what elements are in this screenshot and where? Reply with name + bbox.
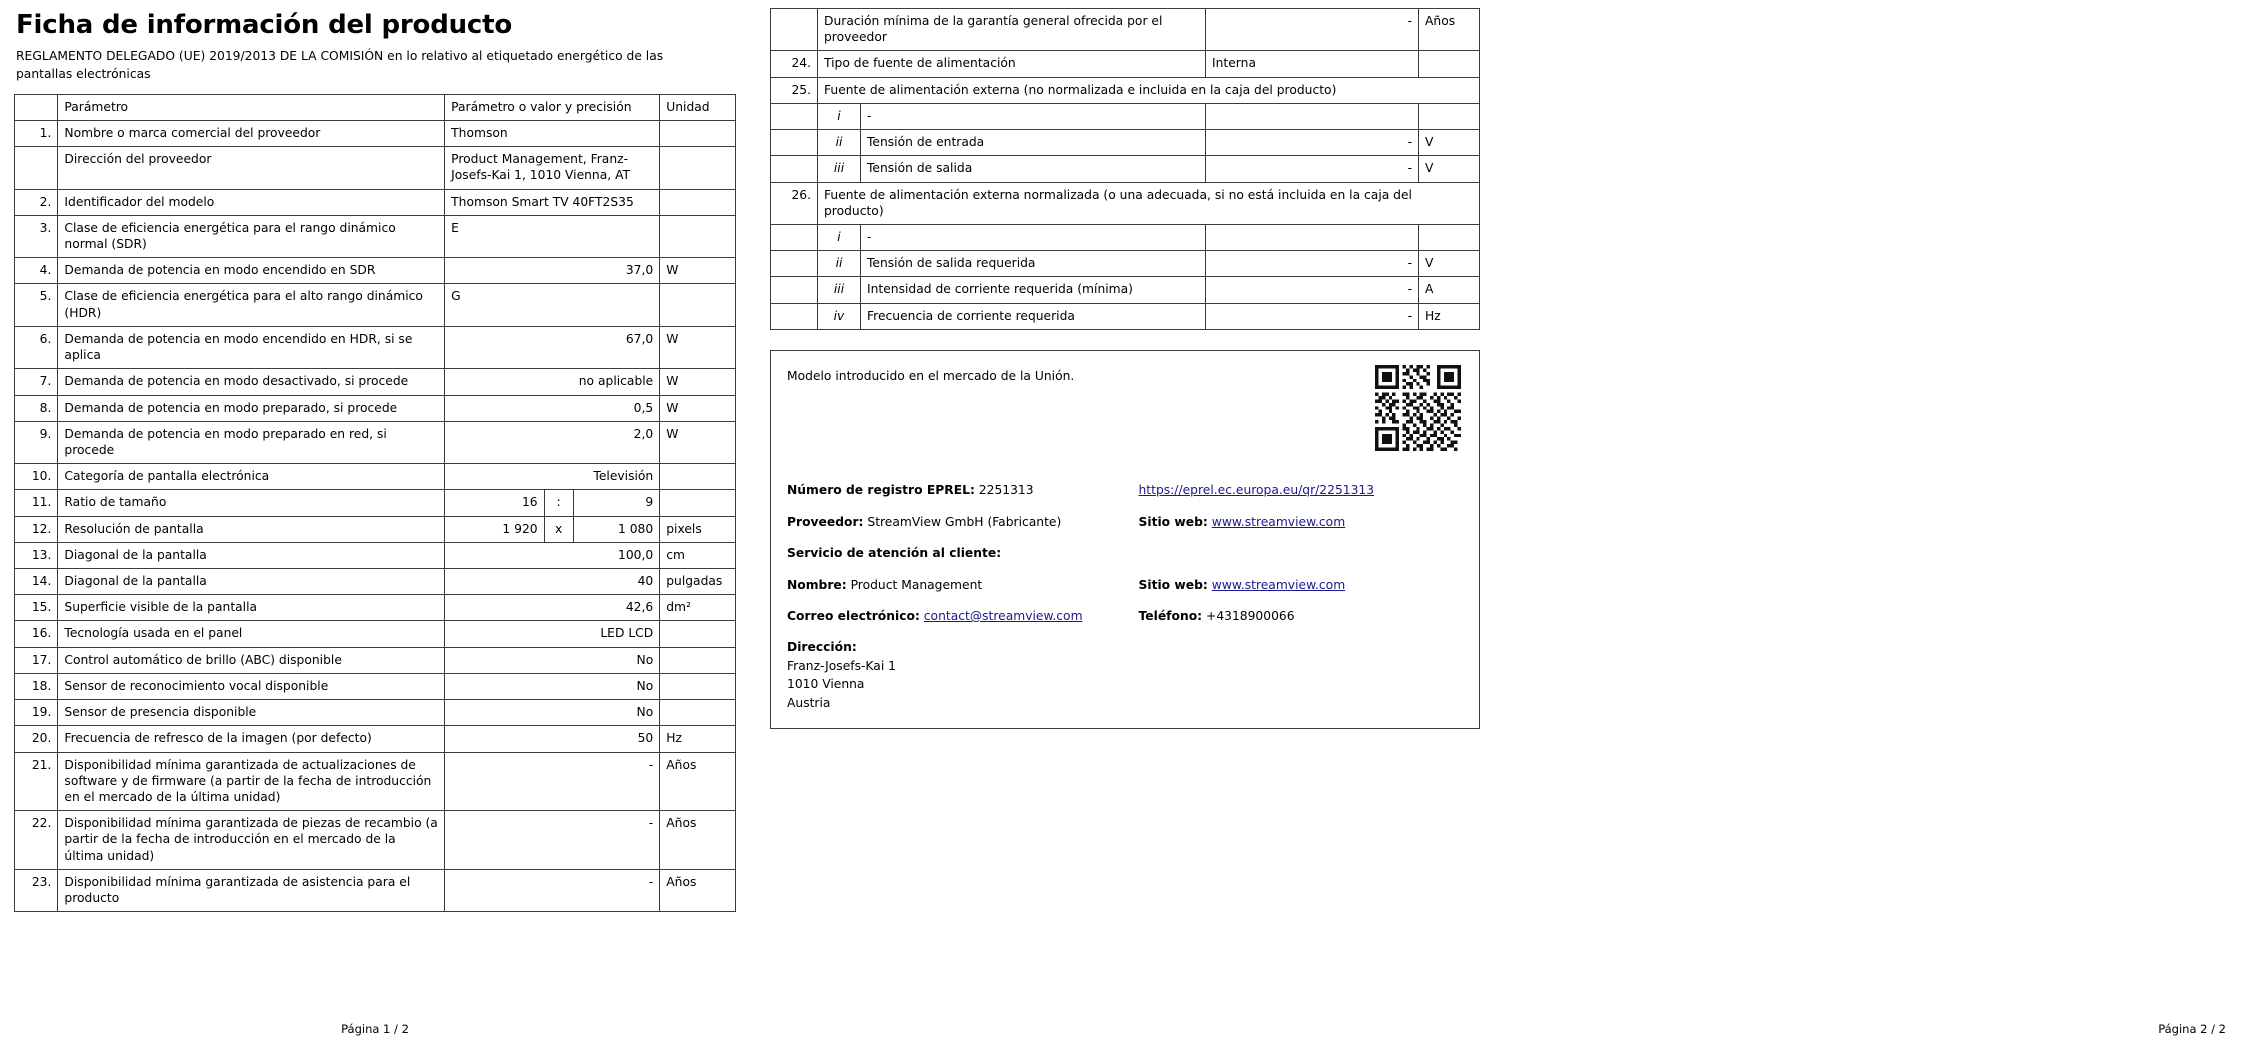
row-number: [15, 147, 58, 189]
table-row: [771, 303, 1480, 329]
header-unit: Unidad: [660, 94, 736, 120]
eprel-label: Número de registro EPREL:: [787, 483, 975, 498]
row-unit: pulgadas: [660, 569, 736, 595]
row-value: -: [1206, 303, 1419, 329]
phone-value: +4318900066: [1206, 609, 1295, 624]
row-number: 7.: [15, 369, 58, 395]
row-parameter: Categoría de pantalla electrónica: [58, 464, 445, 490]
row-unit: [660, 189, 736, 215]
regulation-intro: REGLAMENTO DELEGADO (UE) 2019/2013 DE LA COMISIÓN en lo relativo al etiquetado energético de las pantallas electrónicas: [16, 49, 664, 81]
website-link-2[interactable]: www.streamview.com: [1211, 577, 1346, 592]
provider-label: Proveedor:: [787, 514, 864, 529]
row-value: [445, 490, 660, 516]
table-row: [15, 516, 736, 542]
row-number: 2.: [15, 189, 58, 215]
row-parameter: Demanda de potencia en modo encendido en HDR, si se aplica: [58, 326, 445, 368]
row-number: [771, 277, 818, 303]
row-roman-number: iii: [818, 156, 861, 182]
row-roman-number: i: [818, 224, 861, 250]
row-value: LED LCD: [445, 621, 660, 647]
row-number: [771, 251, 818, 277]
table-row: [15, 700, 736, 726]
row-value: 50: [445, 726, 660, 752]
row-value: 100,0: [445, 542, 660, 568]
table-header-row: [15, 94, 736, 120]
qr-code-icon: [1375, 365, 1461, 451]
row-number: 5.: [15, 284, 58, 326]
row-unit: W: [660, 421, 736, 463]
row-unit: [660, 621, 736, 647]
address-line: Austria: [787, 695, 831, 710]
address-lines: [787, 657, 1463, 712]
row-parameter: Frecuencia de refresco de la imagen (por defecto): [58, 726, 445, 752]
table-row: [15, 621, 736, 647]
row-parameter: Sensor de reconocimiento vocal disponible: [58, 673, 445, 699]
row-value: -: [1206, 277, 1419, 303]
row-parameter: -: [861, 103, 1206, 129]
row-unit: A: [1419, 277, 1480, 303]
power-supply-table: [770, 8, 1480, 330]
row-parameter: Frecuencia de corriente requerida: [861, 303, 1206, 329]
table-row: [771, 224, 1480, 250]
row-parameter: Superficie visible de la pantalla: [58, 595, 445, 621]
table-row: [771, 51, 1480, 77]
row-number: 19.: [15, 700, 58, 726]
address-label: Dirección:: [787, 640, 857, 655]
table-row: [15, 258, 736, 284]
row-value-a: 1 920: [502, 521, 538, 536]
row-unit: cm: [660, 542, 736, 568]
row-value: -: [1206, 156, 1419, 182]
row-number: 9.: [15, 421, 58, 463]
row-value: 67,0: [445, 326, 660, 368]
row-parameter: Tensión de salida: [861, 156, 1206, 182]
row-roman-number: iii: [818, 277, 861, 303]
row-unit: V: [1419, 130, 1480, 156]
row-value-separator: x: [544, 517, 574, 542]
row-number: 23.: [15, 869, 58, 911]
row-number: 14.: [15, 569, 58, 595]
table-row: [771, 277, 1480, 303]
row-unit: W: [660, 258, 736, 284]
row-value: E: [445, 215, 660, 257]
row-value: 2,0: [445, 421, 660, 463]
row-unit: Hz: [1419, 303, 1480, 329]
row-number: 11.: [15, 490, 58, 516]
row-value: No: [445, 673, 660, 699]
row-number: 18.: [15, 673, 58, 699]
row-value: Product Management, Franz-Josefs-Kai 1, 1010 Vienna, AT: [445, 147, 660, 189]
row-value: Thomson: [445, 120, 660, 146]
row-number: 21.: [15, 752, 58, 811]
table-row: [15, 369, 736, 395]
row-number: 12.: [15, 516, 58, 542]
row-parameter: Demanda de potencia en modo preparado en red, si procede: [58, 421, 445, 463]
row-parameter: Tensión de salida requerida: [861, 251, 1206, 277]
row-parameter: Clase de eficiencia energética para el rango dinámico normal (SDR): [58, 215, 445, 257]
row-parameter: Tecnología usada en el panel: [58, 621, 445, 647]
row-parameter: Duración mínima de la garantía general ofrecida por el proveedor: [818, 9, 1206, 51]
row-number: 4.: [15, 258, 58, 284]
table-row: [15, 811, 736, 870]
row-unit: [660, 490, 736, 516]
page-title: Ficha de información del producto: [16, 10, 513, 40]
table-row: [15, 147, 736, 189]
website-label: Sitio web:: [1138, 514, 1208, 529]
row-unit: [1419, 103, 1480, 129]
row-parameter: Disponibilidad mínima garantizada de piezas de recambio (a partir de la fecha de introducción en el mercado de la última unidad): [58, 811, 445, 870]
row-value: [1206, 103, 1419, 129]
row-value: no aplicable: [445, 369, 660, 395]
row-parameter: Nombre o marca comercial del proveedor: [58, 120, 445, 146]
row-parameter: Tipo de fuente de alimentación: [818, 51, 1206, 77]
contact-name-label: Nombre:: [787, 577, 847, 592]
table-row: [771, 182, 1480, 224]
row-parameter: -: [861, 224, 1206, 250]
row-value: 42,6: [445, 595, 660, 621]
row-number: [771, 303, 818, 329]
row-value: Interna: [1206, 51, 1419, 77]
table-row: [771, 156, 1480, 182]
phone-label: Teléfono:: [1138, 609, 1203, 624]
row-number: [771, 103, 818, 129]
row-number: 17.: [15, 647, 58, 673]
row-unit: Años: [660, 752, 736, 811]
row-parameter: Demanda de potencia en modo desactivado, si procede: [58, 369, 445, 395]
row-number: 3.: [15, 215, 58, 257]
row-number: 22.: [15, 811, 58, 870]
row-value: 37,0: [445, 258, 660, 284]
row-roman-number: iv: [818, 303, 861, 329]
row-number: [771, 9, 818, 51]
row-value: 40: [445, 569, 660, 595]
row-parameter: Tensión de entrada: [861, 130, 1206, 156]
table-row: [15, 284, 736, 326]
row-unit: V: [1419, 156, 1480, 182]
row-unit: Años: [660, 811, 736, 870]
row-unit: W: [660, 369, 736, 395]
row-parameter: Diagonal de la pantalla: [58, 542, 445, 568]
address-line: 1010 Vienna: [787, 677, 865, 692]
row-parameter: Control automático de brillo (ABC) disponible: [58, 647, 445, 673]
row-unit: [660, 700, 736, 726]
table-row: [15, 569, 736, 595]
table-row: [15, 189, 736, 215]
address-line: Franz-Josefs-Kai 1: [787, 658, 896, 673]
row-unit: [1419, 51, 1480, 77]
table-row: [15, 464, 736, 490]
row-value: -: [1206, 251, 1419, 277]
table-row: [15, 726, 736, 752]
email-link[interactable]: contact@streamview.com: [923, 609, 1083, 624]
table-row: [15, 421, 736, 463]
row-number: [771, 224, 818, 250]
market-note: Modelo introducido en el mercado de la Unión.: [787, 368, 1075, 383]
row-value: Thomson Smart TV 40FT2S35: [445, 189, 660, 215]
table-row: [15, 215, 736, 257]
row-unit: [660, 147, 736, 189]
table-row: [15, 326, 736, 368]
table-row: [15, 647, 736, 673]
table-row: [15, 120, 736, 146]
row-value: G: [445, 284, 660, 326]
row-unit: [660, 647, 736, 673]
supplier-info-box: [770, 350, 1480, 729]
row-unit: [660, 673, 736, 699]
row-unit: Años: [660, 869, 736, 911]
row-number: [771, 130, 818, 156]
row-roman-number: i: [818, 103, 861, 129]
row-value: -: [445, 869, 660, 911]
row-unit: [1419, 224, 1480, 250]
row-value: -: [1206, 130, 1419, 156]
page-right: [750, 0, 2226, 1050]
row-unit: Años: [1419, 9, 1480, 51]
header-param: Parámetro: [58, 94, 445, 120]
row-number: 6.: [15, 326, 58, 368]
row-number: [771, 156, 818, 182]
row-value-a: 16: [521, 495, 538, 510]
row-parameter: Demanda de potencia en modo encendido en SDR: [58, 258, 445, 284]
row-parameter: Clase de eficiencia energética para el alto rango dinámico (HDR): [58, 284, 445, 326]
row-unit: [660, 215, 736, 257]
row-value: No: [445, 700, 660, 726]
table-row: [15, 395, 736, 421]
row-unit: [660, 120, 736, 146]
row-unit: W: [660, 326, 736, 368]
row-value: 0,5: [445, 395, 660, 421]
product-info-table: [14, 94, 736, 913]
row-parameter: Intensidad de corriente requerida (mínima): [861, 277, 1206, 303]
row-number: 15.: [15, 595, 58, 621]
row-value: -: [1206, 9, 1419, 51]
header-value: Parámetro o valor y precisión: [445, 94, 660, 120]
row-parameter: Identificador del modelo: [58, 189, 445, 215]
row-number: 26.: [771, 182, 818, 224]
row-unit: W: [660, 395, 736, 421]
page-left: [0, 0, 750, 1050]
row-unit: Hz: [660, 726, 736, 752]
table-row: [15, 542, 736, 568]
row-value: Televisión: [445, 464, 660, 490]
table-row: [771, 103, 1480, 129]
contact-name-value: Product Management: [850, 577, 983, 592]
row-number: 16.: [15, 621, 58, 647]
row-unit: dm²: [660, 595, 736, 621]
table-row: [771, 130, 1480, 156]
table-row: [771, 251, 1480, 277]
row-roman-number: ii: [818, 130, 861, 156]
email-label: Correo electrónico:: [787, 609, 920, 624]
row-number: 20.: [15, 726, 58, 752]
row-number: 24.: [771, 51, 818, 77]
row-roman-number: ii: [818, 251, 861, 277]
row-parameter: Resolución de pantalla: [58, 516, 445, 542]
row-number: 13.: [15, 542, 58, 568]
row-value: -: [445, 752, 660, 811]
row-value: -: [445, 811, 660, 870]
row-parameter: Ratio de tamaño: [58, 490, 445, 516]
row-section-title: Fuente de alimentación externa (no normalizada e incluida en la caja del producto): [818, 77, 1480, 103]
row-value-b: 1 080: [618, 521, 654, 536]
table-row: [15, 595, 736, 621]
table-row: [15, 673, 736, 699]
row-value-b: 9: [645, 495, 654, 510]
footer-page-left: Página 1 / 2: [341, 1022, 409, 1036]
row-unit: [660, 284, 736, 326]
table-row: [15, 752, 736, 811]
website-label-2: Sitio web:: [1138, 577, 1208, 592]
row-parameter: Disponibilidad mínima garantizada de actualizaciones de software y de firmware (a partir de la fecha de introducción en el mercado de la última unidad): [58, 752, 445, 811]
row-parameter: Demanda de potencia en modo preparado, si procede: [58, 395, 445, 421]
row-value: [1206, 224, 1419, 250]
row-unit: pixels: [660, 516, 736, 542]
table-row: [771, 9, 1480, 51]
row-parameter: Dirección del proveedor: [58, 147, 445, 189]
eprel-value: 2251313: [978, 483, 1034, 498]
row-number: 8.: [15, 395, 58, 421]
table-row: [771, 77, 1480, 103]
row-parameter: Disponibilidad mínima garantizada de asistencia para el producto: [58, 869, 445, 911]
row-value: No: [445, 647, 660, 673]
row-unit: [660, 464, 736, 490]
table-row: [15, 869, 736, 911]
row-number: 25.: [771, 77, 818, 103]
row-number: 10.: [15, 464, 58, 490]
row-parameter: Diagonal de la pantalla: [58, 569, 445, 595]
eprel-link[interactable]: https://eprel.ec.europa.eu/qr/2251313: [1138, 483, 1375, 498]
table-row: [15, 490, 736, 516]
row-value: [445, 516, 660, 542]
row-number: 1.: [15, 120, 58, 146]
customer-service-label: Servicio de atención al cliente:: [787, 546, 1002, 561]
row-value-separator: :: [544, 490, 574, 515]
row-unit: V: [1419, 251, 1480, 277]
header-num: [15, 94, 58, 120]
website-link[interactable]: www.streamview.com: [1211, 514, 1346, 529]
provider-value: StreamView GmbH (Fabricante): [867, 514, 1062, 529]
row-parameter: Sensor de presencia disponible: [58, 700, 445, 726]
row-section-title: Fuente de alimentación externa normalizada (o una adecuada, si no está incluida en la caja del producto): [818, 182, 1480, 224]
footer-page-right: Página 2 / 2: [2158, 1022, 2226, 1036]
